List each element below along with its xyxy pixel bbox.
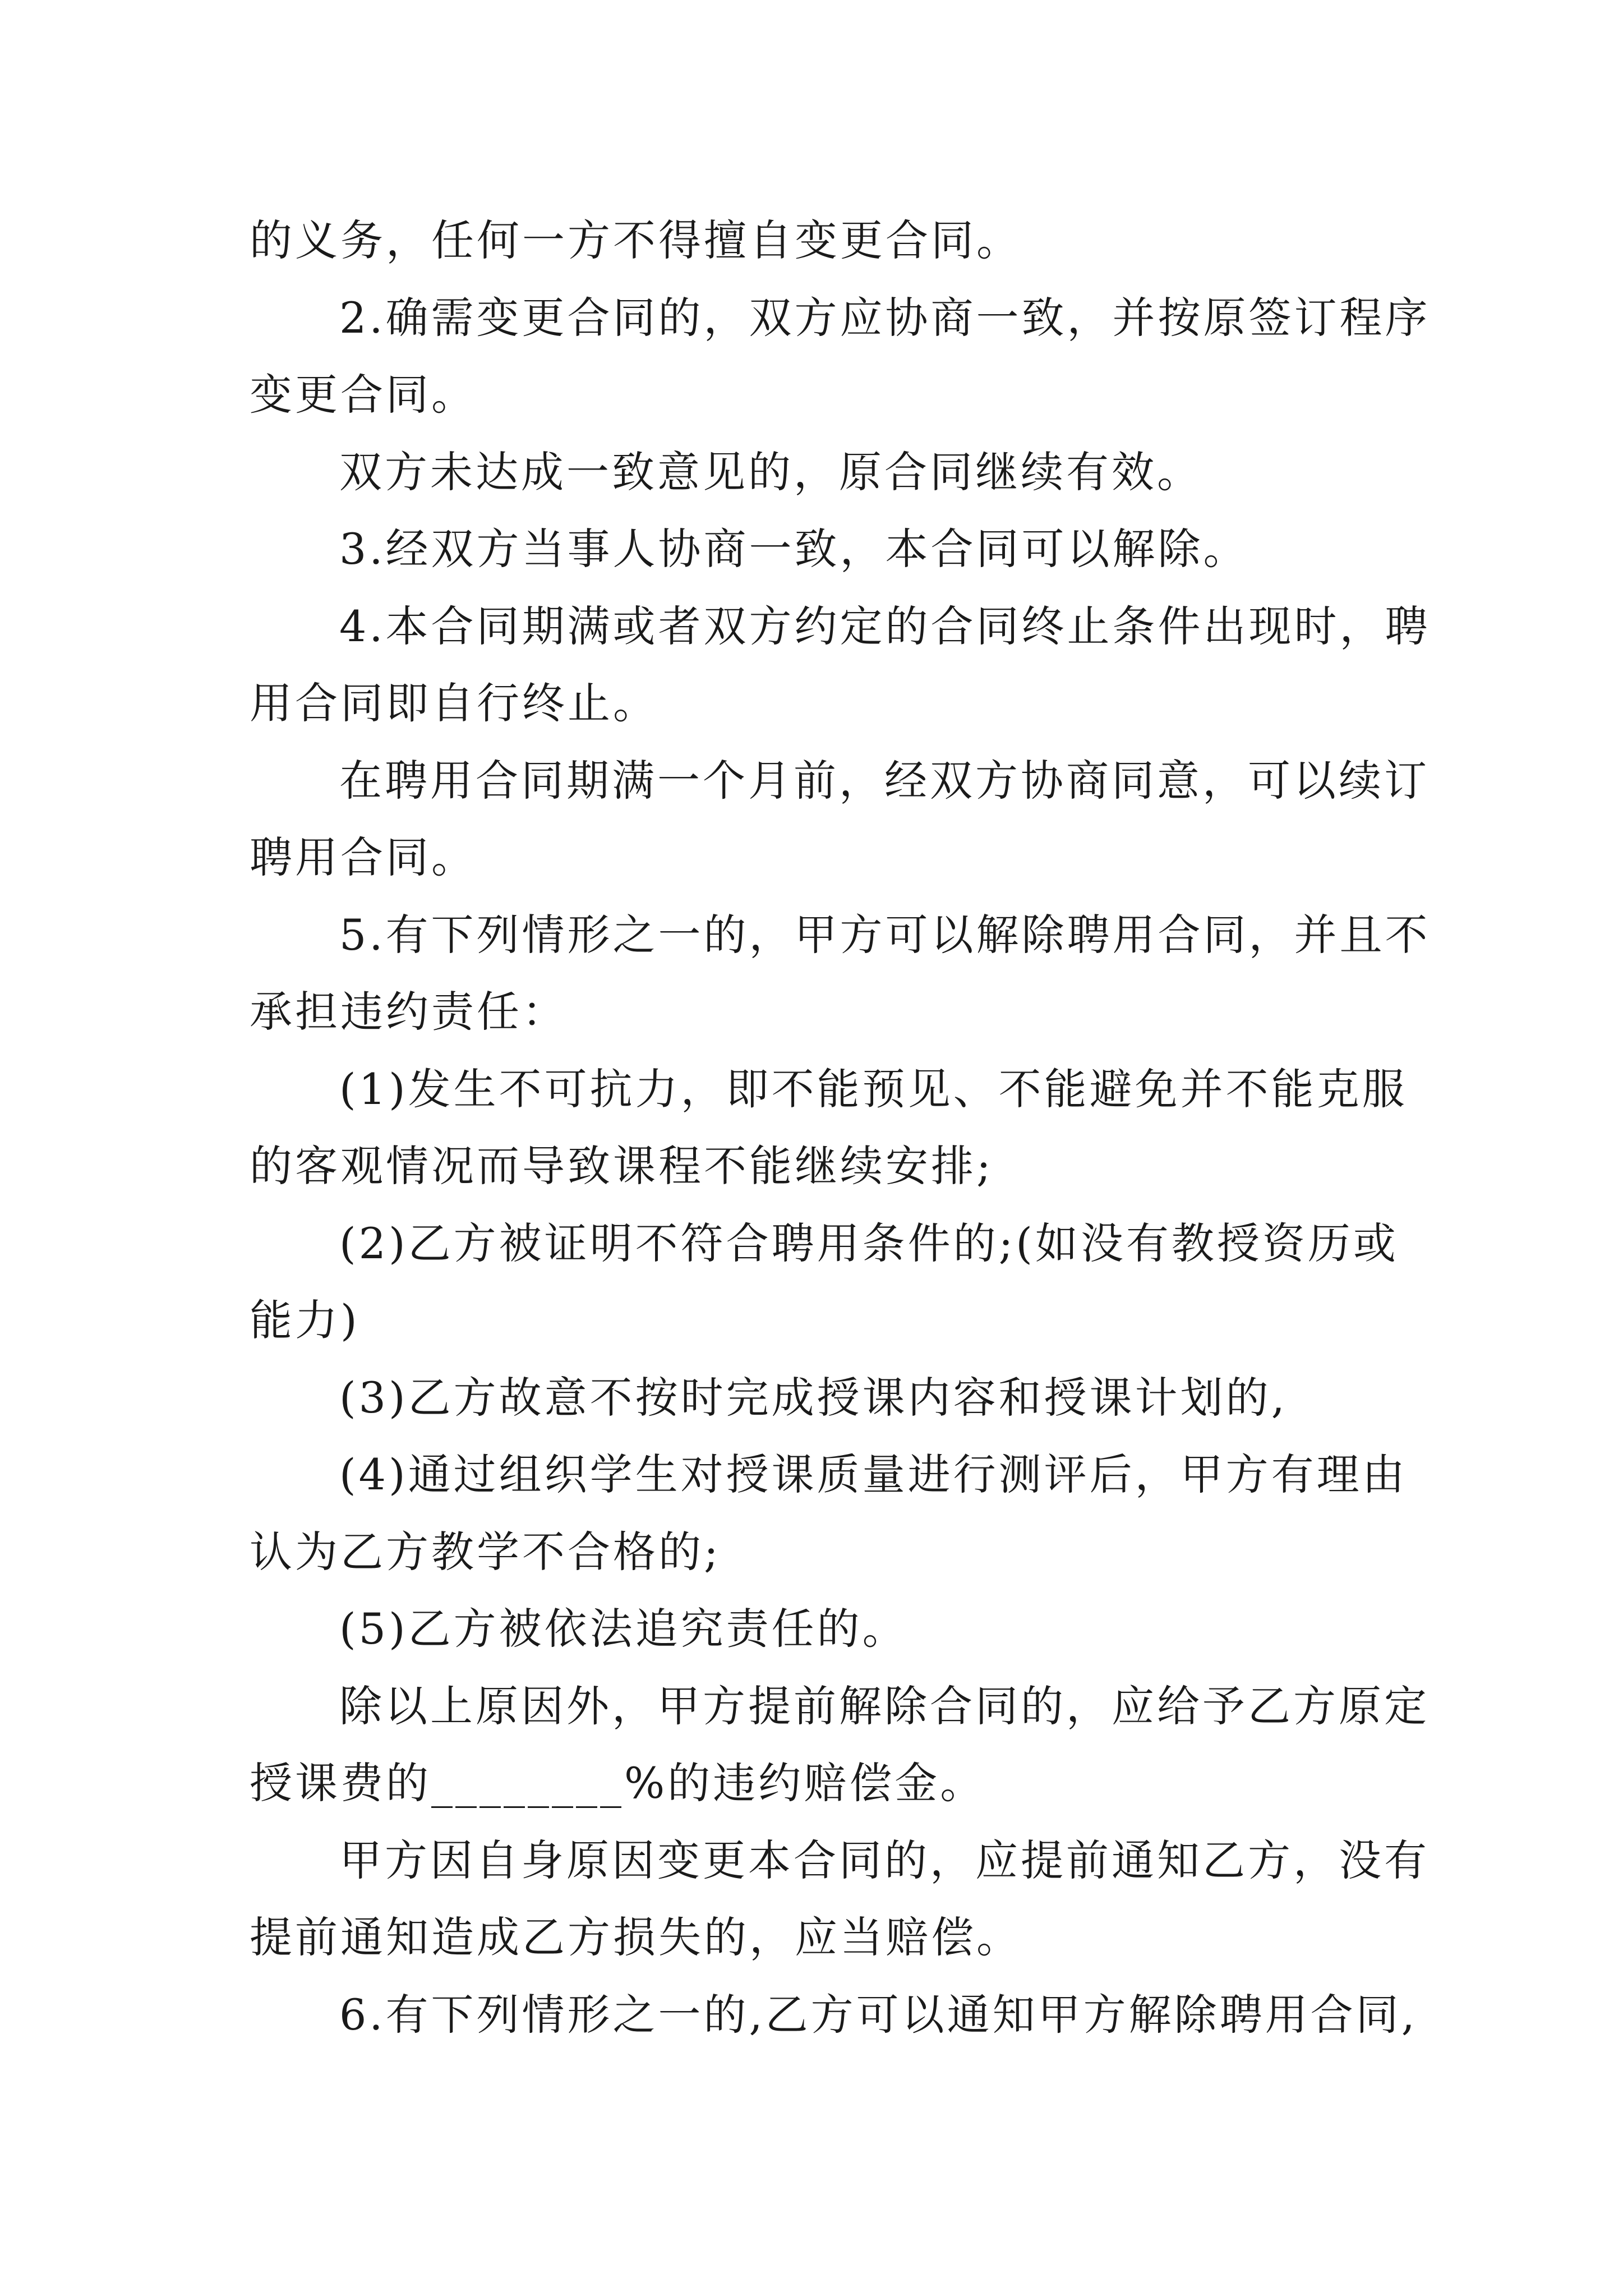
text-line-15: 能力) bbox=[250, 1295, 360, 1345]
text-line-20: 除以上原因外，甲方提前解除合同的，应给予乙方原定 bbox=[339, 1681, 1430, 1731]
text-line-2: 2.确需变更合同的，双方应协商一致，并按原签订程序 bbox=[339, 292, 1431, 343]
text-line-6: 4.本合同期满或者双方约定的合同终止条件出现时，聘 bbox=[339, 601, 1431, 651]
text-line-7: 用合同即自行终止。 bbox=[250, 678, 658, 728]
text-line-12: (1)发生不可抗力，即不能预见、不能避免并不能克服 bbox=[339, 1064, 1408, 1114]
text-line-18: 认为乙方教学不合格的; bbox=[250, 1526, 721, 1577]
text-line-4: 双方未达成一致意见的，原合同继续有效。 bbox=[339, 447, 1202, 497]
text-line-5: 3.经双方当事人协商一致，本合同可以解除。 bbox=[339, 524, 1249, 574]
text-line-22: 甲方因自身原因变更本合同的，应提前通知乙方，没有 bbox=[339, 1835, 1430, 1885]
text-line-11: 承担违约责任： bbox=[250, 987, 568, 1037]
text-line-19: (5)乙方被依法追究责任的。 bbox=[339, 1604, 908, 1654]
text-line-21: 授课费的________%的违约赔偿金。 bbox=[250, 1758, 986, 1808]
contract-text bbox=[250, 202, 1431, 2053]
text-line-1: 的义务，任何一方不得擅自变更合同。 bbox=[250, 215, 1022, 265]
text-line-8: 在聘用合同期满一个月前，经双方协商同意，可以续订 bbox=[339, 755, 1430, 806]
text-line-13: 的客观情况而导致课程不能继续安排; bbox=[250, 1141, 994, 1191]
text-line-24: 6.有下列情形之一的,乙方可以通知甲方解除聘用合同, bbox=[339, 1989, 1418, 2040]
text-line-3: 变更合同。 bbox=[250, 370, 477, 420]
text-line-14: (2)乙方被证明不符合聘用条件的;(如没有教授资历或 bbox=[339, 1218, 1399, 1268]
text-line-17: (4)通过组织学生对授课质量进行测评后，甲方有理由 bbox=[339, 1450, 1408, 1499]
text-line-23: 提前通知造成乙方损失的，应当赔偿。 bbox=[250, 1912, 1022, 1962]
text-line-9: 聘用合同。 bbox=[250, 832, 477, 882]
text-line-10: 5.有下列情形之一的，甲方可以解除聘用合同，并且不 bbox=[339, 909, 1431, 960]
text-line-16: (3)乙方故意不按时完成授课内容和授课计划的, bbox=[339, 1372, 1288, 1423]
